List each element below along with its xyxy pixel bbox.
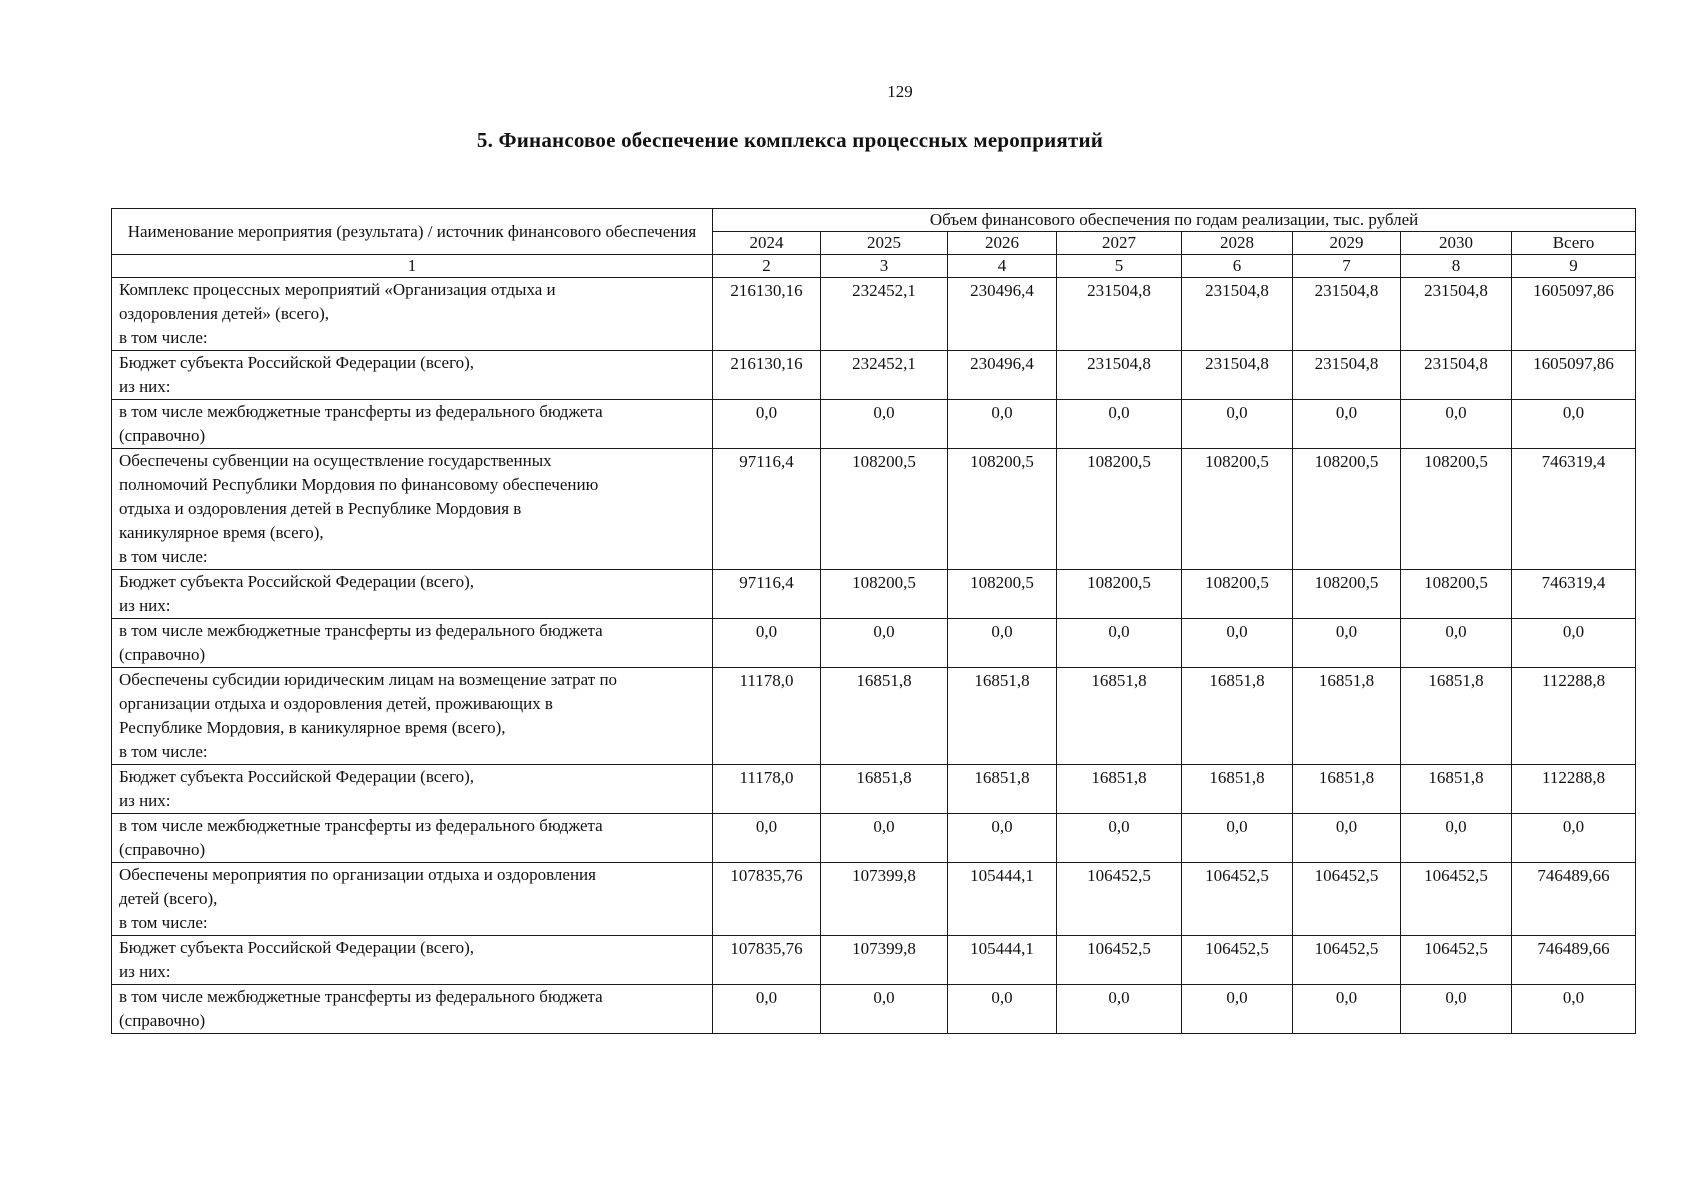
column-index-cell: 5 — [1057, 255, 1182, 278]
row-value-cell: 108200,5 — [1182, 570, 1293, 619]
row-value-cell: 16851,8 — [1293, 668, 1401, 765]
row-value-cell: 0,0 — [713, 985, 821, 1034]
row-name-line: (справочно) — [119, 426, 206, 445]
row-name-line: детей (всего), — [119, 889, 218, 908]
row-value-cell: 106452,5 — [1057, 863, 1182, 936]
row-name-line: каникулярное время (всего), — [119, 523, 324, 542]
row-value-cell: 231504,8 — [1057, 278, 1182, 351]
table-row — [112, 449, 1636, 570]
row-value-cell: 97116,4 — [713, 449, 821, 570]
table-row — [112, 863, 1636, 936]
row-name-line: в том числе межбюджетные трансферты из федерального бюджета — [119, 816, 603, 835]
table-row — [112, 400, 1636, 449]
row-name-line: отдыха и оздоровления детей в Республике Мордовия в — [119, 499, 522, 518]
row-value-cell: 0,0 — [1057, 814, 1182, 863]
row-name-line: Обеспечены субвенции на осуществление государственных — [119, 451, 552, 470]
row-value-cell: 108200,5 — [1182, 449, 1293, 570]
column-index-cell: 7 — [1293, 255, 1401, 278]
row-total-cell: 0,0 — [1512, 619, 1636, 668]
header-year-cell: 2025 — [821, 232, 948, 255]
row-value-cell: 0,0 — [713, 400, 821, 449]
row-name-cell — [112, 278, 713, 351]
row-value-cell: 0,0 — [1293, 619, 1401, 668]
row-value-cell: 107399,8 — [821, 863, 948, 936]
row-value-cell: 216130,16 — [713, 278, 821, 351]
table-row — [112, 668, 1636, 765]
row-value-cell: 108200,5 — [1057, 449, 1182, 570]
row-value-cell: 108200,5 — [948, 449, 1057, 570]
row-name-cell — [112, 814, 713, 863]
row-value-cell: 0,0 — [1293, 400, 1401, 449]
table-row — [112, 936, 1636, 985]
row-name-line: оздоровления детей» (всего), — [119, 304, 330, 323]
row-value-cell: 0,0 — [1182, 400, 1293, 449]
row-value-cell: 0,0 — [1401, 814, 1512, 863]
row-value-cell: 232452,1 — [821, 278, 948, 351]
row-name-line: Бюджет субъекта Российской Федерации (всего), — [119, 938, 475, 957]
column-index-cell: 4 — [948, 255, 1057, 278]
column-index-cell: 9 — [1512, 255, 1636, 278]
row-value-cell: 107399,8 — [821, 936, 948, 985]
row-value-cell: 16851,8 — [1182, 765, 1293, 814]
financing-table — [111, 208, 1636, 1034]
row-name-line: Обеспечены субсидии юридическим лицам на возмещение затрат по — [119, 670, 618, 689]
row-name-line: в том числе: — [119, 328, 208, 347]
row-value-cell: 0,0 — [1057, 985, 1182, 1034]
column-index-row — [112, 255, 1636, 278]
row-value-cell: 0,0 — [821, 619, 948, 668]
row-value-cell: 0,0 — [1293, 985, 1401, 1034]
row-value-cell: 230496,4 — [948, 351, 1057, 400]
row-value-cell: 231504,8 — [1401, 278, 1512, 351]
table-row — [112, 278, 1636, 351]
row-name-line: Бюджет субъекта Российской Федерации (всего), — [119, 572, 475, 591]
row-total-cell: 746489,66 — [1512, 936, 1636, 985]
table-row — [112, 765, 1636, 814]
row-value-cell: 231504,8 — [1057, 351, 1182, 400]
header-total-cell: Всего — [1512, 232, 1636, 255]
row-value-cell: 0,0 — [713, 619, 821, 668]
row-value-cell: 0,0 — [1401, 400, 1512, 449]
header-year-cell: 2024 — [713, 232, 821, 255]
row-value-cell: 0,0 — [1182, 985, 1293, 1034]
header-name-cell: Наименование мероприятия (результата) / источник финансового обеспечения — [112, 209, 713, 255]
row-value-cell: 107835,76 — [713, 863, 821, 936]
row-value-cell: 0,0 — [948, 985, 1057, 1034]
row-value-cell: 216130,16 — [713, 351, 821, 400]
row-value-cell: 0,0 — [821, 814, 948, 863]
row-total-cell: 0,0 — [1512, 814, 1636, 863]
row-value-cell: 0,0 — [1182, 814, 1293, 863]
column-index-cell: 8 — [1401, 255, 1512, 278]
row-total-cell: 746489,66 — [1512, 863, 1636, 936]
row-value-cell: 108200,5 — [1401, 570, 1512, 619]
row-value-cell: 108200,5 — [821, 570, 948, 619]
row-name-line: из них: — [119, 377, 171, 396]
row-name-line: в том числе межбюджетные трансферты из федерального бюджета — [119, 402, 603, 421]
row-value-cell: 106452,5 — [1293, 863, 1401, 936]
row-value-cell: 105444,1 — [948, 936, 1057, 985]
row-name-line: Обеспечены мероприятия по организации отдыха и оздоровления — [119, 865, 596, 884]
row-value-cell: 108200,5 — [1057, 570, 1182, 619]
column-index-cell: 1 — [112, 255, 713, 278]
row-value-cell: 231504,8 — [1401, 351, 1512, 400]
row-value-cell: 0,0 — [948, 814, 1057, 863]
row-value-cell: 106452,5 — [1182, 936, 1293, 985]
row-name-line: в том числе межбюджетные трансферты из федерального бюджета — [119, 621, 603, 640]
row-name-line: в том числе: — [119, 913, 208, 932]
row-value-cell: 0,0 — [713, 814, 821, 863]
row-value-cell: 231504,8 — [1293, 351, 1401, 400]
row-value-cell: 106452,5 — [1401, 936, 1512, 985]
column-index-cell: 2 — [713, 255, 821, 278]
header-year-cell: 2027 — [1057, 232, 1182, 255]
header-volume-cell: Объем финансового обеспечения по годам реализации, тыс. рублей — [713, 209, 1636, 232]
header-year-cell: 2028 — [1182, 232, 1293, 255]
row-name-cell — [112, 668, 713, 765]
row-name-cell — [112, 400, 713, 449]
row-value-cell: 97116,4 — [713, 570, 821, 619]
row-total-cell: 112288,8 — [1512, 765, 1636, 814]
row-name-cell — [112, 863, 713, 936]
row-name-line: полномочий Республики Мордовия по финансовому обеспечению — [119, 475, 599, 494]
row-value-cell: 106452,5 — [1401, 863, 1512, 936]
header-year-cell: 2030 — [1401, 232, 1512, 255]
header-row-top — [112, 209, 1636, 232]
row-value-cell: 16851,8 — [1401, 668, 1512, 765]
section-title: 5. Финансовое обеспечение комплекса процессных мероприятий — [476, 128, 1104, 152]
row-value-cell: 11178,0 — [713, 765, 821, 814]
row-total-cell: 112288,8 — [1512, 668, 1636, 765]
row-name-line: организации отдыха и оздоровления детей, проживающих в — [119, 694, 553, 713]
row-name-line: Бюджет субъекта Российской Федерации (всего), — [119, 767, 475, 786]
row-value-cell: 0,0 — [1057, 400, 1182, 449]
row-value-cell: 16851,8 — [948, 765, 1057, 814]
row-value-cell: 16851,8 — [1182, 668, 1293, 765]
row-value-cell: 0,0 — [1182, 619, 1293, 668]
page-number: 129 — [887, 82, 913, 101]
row-value-cell: 16851,8 — [821, 668, 948, 765]
row-value-cell: 0,0 — [1293, 814, 1401, 863]
row-name-line: Республике Мордовия, в каникулярное время (всего), — [119, 718, 506, 737]
row-value-cell: 106452,5 — [1182, 863, 1293, 936]
row-value-cell: 16851,8 — [1401, 765, 1512, 814]
row-name-line: из них: — [119, 596, 171, 615]
row-value-cell: 230496,4 — [948, 278, 1057, 351]
row-value-cell: 0,0 — [821, 985, 948, 1034]
row-value-cell: 0,0 — [1401, 985, 1512, 1034]
row-value-cell: 0,0 — [948, 400, 1057, 449]
row-name-line: в том числе межбюджетные трансферты из федерального бюджета — [119, 987, 603, 1006]
row-name-line: из них: — [119, 791, 171, 810]
row-name-line: (справочно) — [119, 645, 206, 664]
row-name-line: в том числе: — [119, 742, 208, 761]
row-value-cell: 0,0 — [948, 619, 1057, 668]
table-row — [112, 570, 1636, 619]
row-value-cell: 16851,8 — [1057, 668, 1182, 765]
row-value-cell: 107835,76 — [713, 936, 821, 985]
row-name-cell — [112, 570, 713, 619]
row-total-cell: 1605097,86 — [1512, 278, 1636, 351]
column-index-cell: 6 — [1182, 255, 1293, 278]
row-value-cell: 108200,5 — [1401, 449, 1512, 570]
row-value-cell: 105444,1 — [948, 863, 1057, 936]
table-row — [112, 351, 1636, 400]
header-year-cell: 2029 — [1293, 232, 1401, 255]
row-total-cell: 0,0 — [1512, 985, 1636, 1034]
row-name-cell — [112, 449, 713, 570]
table-row — [112, 985, 1636, 1034]
row-name-line: (справочно) — [119, 840, 206, 859]
row-name-cell — [112, 936, 713, 985]
row-value-cell: 0,0 — [1401, 619, 1512, 668]
row-total-cell: 746319,4 — [1512, 449, 1636, 570]
header-year-cell: 2026 — [948, 232, 1057, 255]
row-value-cell: 231504,8 — [1293, 278, 1401, 351]
row-name-cell — [112, 619, 713, 668]
row-value-cell: 108200,5 — [1293, 449, 1401, 570]
row-name-cell — [112, 985, 713, 1034]
row-name-line: (справочно) — [119, 1011, 206, 1030]
row-total-cell: 746319,4 — [1512, 570, 1636, 619]
row-value-cell: 108200,5 — [821, 449, 948, 570]
row-value-cell: 16851,8 — [1293, 765, 1401, 814]
row-name-line: в том числе: — [119, 547, 208, 566]
row-value-cell: 108200,5 — [1293, 570, 1401, 619]
row-value-cell: 106452,5 — [1057, 936, 1182, 985]
row-value-cell: 0,0 — [1057, 619, 1182, 668]
row-total-cell: 1605097,86 — [1512, 351, 1636, 400]
row-name-cell — [112, 765, 713, 814]
table-row — [112, 619, 1636, 668]
row-value-cell: 11178,0 — [713, 668, 821, 765]
row-name-line: Комплекс процессных мероприятий «Организация отдыха и — [119, 280, 556, 299]
row-value-cell: 16851,8 — [821, 765, 948, 814]
row-name-line: из них: — [119, 962, 171, 981]
row-value-cell: 231504,8 — [1182, 278, 1293, 351]
row-value-cell: 232452,1 — [821, 351, 948, 400]
row-total-cell: 0,0 — [1512, 400, 1636, 449]
row-value-cell: 16851,8 — [1057, 765, 1182, 814]
row-value-cell: 231504,8 — [1182, 351, 1293, 400]
row-name-cell — [112, 351, 713, 400]
column-index-cell: 3 — [821, 255, 948, 278]
row-value-cell: 108200,5 — [948, 570, 1057, 619]
row-value-cell: 0,0 — [821, 400, 948, 449]
table-row — [112, 814, 1636, 863]
row-name-line: Бюджет субъекта Российской Федерации (всего), — [119, 353, 475, 372]
row-value-cell: 16851,8 — [948, 668, 1057, 765]
row-value-cell: 106452,5 — [1293, 936, 1401, 985]
